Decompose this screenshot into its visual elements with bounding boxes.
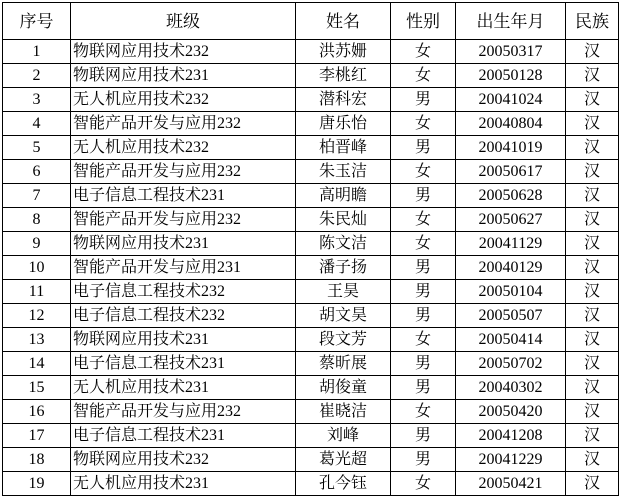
cell-ethnic: 汉 [566,184,619,208]
table-row [3,328,619,352]
header-birth: 出生年月 [456,3,566,40]
table-row [3,208,619,232]
table-body [3,40,619,496]
cell-seq: 12 [3,304,71,328]
header-seq: 序号 [3,3,71,40]
cell-seq: 2 [3,64,71,88]
cell-class: 智能产品开发与应用232 [71,400,296,424]
cell-class: 无人机应用技术232 [71,88,296,112]
table-row [3,280,619,304]
cell-class: 电子信息工程技术232 [71,304,296,328]
cell-class: 智能产品开发与应用231 [71,256,296,280]
cell-seq: 3 [3,88,71,112]
cell-seq: 9 [3,232,71,256]
table-row [3,112,619,136]
cell-seq: 16 [3,400,71,424]
cell-ethnic: 汉 [566,280,619,304]
cell-ethnic: 汉 [566,352,619,376]
cell-birth: 20041019 [456,136,566,160]
cell-birth: 20041024 [456,88,566,112]
cell-class: 电子信息工程技术231 [71,184,296,208]
cell-seq: 14 [3,352,71,376]
table-row [3,232,619,256]
cell-gender: 男 [391,424,456,448]
cell-name: 葛光超 [296,448,391,472]
cell-class: 物联网应用技术232 [71,448,296,472]
cell-birth: 20050702 [456,352,566,376]
cell-gender: 男 [391,184,456,208]
cell-birth: 20050628 [456,184,566,208]
table-row [3,376,619,400]
cell-name: 胡俊童 [296,376,391,400]
table-row [3,424,619,448]
cell-gender: 男 [391,376,456,400]
cell-birth: 20050414 [456,328,566,352]
table-row [3,160,619,184]
cell-seq: 18 [3,448,71,472]
cell-class: 物联网应用技术231 [71,328,296,352]
cell-name: 朱玉洁 [296,160,391,184]
cell-ethnic: 汉 [566,448,619,472]
cell-gender: 女 [391,328,456,352]
cell-birth: 20050317 [456,40,566,64]
cell-birth: 20040129 [456,256,566,280]
cell-ethnic: 汉 [566,208,619,232]
cell-birth: 20050421 [456,472,566,496]
cell-birth: 20041129 [456,232,566,256]
table-row [3,64,619,88]
cell-name: 高明瞻 [296,184,391,208]
cell-class: 无人机应用技术232 [71,136,296,160]
cell-class: 智能产品开发与应用232 [71,112,296,136]
cell-gender: 男 [391,448,456,472]
cell-ethnic: 汉 [566,64,619,88]
cell-gender: 女 [391,160,456,184]
cell-name: 蔡昕展 [296,352,391,376]
cell-gender: 女 [391,208,456,232]
cell-birth: 20050617 [456,160,566,184]
cell-name: 陈文洁 [296,232,391,256]
table-row [3,400,619,424]
cell-gender: 男 [391,352,456,376]
cell-ethnic: 汉 [566,88,619,112]
cell-seq: 6 [3,160,71,184]
table-row [3,40,619,64]
cell-seq: 5 [3,136,71,160]
cell-ethnic: 汉 [566,304,619,328]
cell-ethnic: 汉 [566,232,619,256]
cell-name: 潜科宏 [296,88,391,112]
cell-class: 无人机应用技术231 [71,472,296,496]
cell-ethnic: 汉 [566,424,619,448]
cell-seq: 13 [3,328,71,352]
table-row [3,88,619,112]
cell-ethnic: 汉 [566,472,619,496]
cell-gender: 女 [391,40,456,64]
cell-name: 朱民灿 [296,208,391,232]
cell-seq: 11 [3,280,71,304]
cell-class: 物联网应用技术231 [71,232,296,256]
cell-name: 胡文昊 [296,304,391,328]
cell-birth: 20040804 [456,112,566,136]
cell-birth: 20050420 [456,400,566,424]
cell-gender: 女 [391,64,456,88]
cell-name: 刘峰 [296,424,391,448]
cell-ethnic: 汉 [566,376,619,400]
cell-name: 柏晋峰 [296,136,391,160]
cell-birth: 20050507 [456,304,566,328]
cell-class: 物联网应用技术232 [71,40,296,64]
cell-gender: 女 [391,232,456,256]
cell-seq: 15 [3,376,71,400]
cell-gender: 女 [391,472,456,496]
cell-seq: 19 [3,472,71,496]
table-header-row [3,3,619,40]
cell-ethnic: 汉 [566,400,619,424]
cell-seq: 17 [3,424,71,448]
cell-gender: 男 [391,136,456,160]
cell-birth: 20050104 [456,280,566,304]
cell-seq: 1 [3,40,71,64]
table-row [3,184,619,208]
cell-seq: 8 [3,208,71,232]
header-ethnic: 民族 [566,3,619,40]
cell-name: 崔晓洁 [296,400,391,424]
table-row [3,448,619,472]
header-name: 姓名 [296,3,391,40]
cell-name: 李桃红 [296,64,391,88]
cell-gender: 男 [391,256,456,280]
cell-class: 无人机应用技术231 [71,376,296,400]
cell-class: 电子信息工程技术232 [71,280,296,304]
table-row [3,304,619,328]
cell-class: 电子信息工程技术231 [71,352,296,376]
cell-ethnic: 汉 [566,136,619,160]
cell-birth: 20041229 [456,448,566,472]
cell-seq: 7 [3,184,71,208]
cell-class: 智能产品开发与应用232 [71,160,296,184]
cell-gender: 女 [391,400,456,424]
cell-name: 孔今钰 [296,472,391,496]
cell-seq: 10 [3,256,71,280]
cell-birth: 20050627 [456,208,566,232]
cell-ethnic: 汉 [566,256,619,280]
cell-class: 电子信息工程技术231 [71,424,296,448]
cell-name: 王昊 [296,280,391,304]
cell-birth: 20041208 [456,424,566,448]
cell-ethnic: 汉 [566,112,619,136]
cell-birth: 20040302 [456,376,566,400]
table-row [3,256,619,280]
cell-birth: 20050128 [456,64,566,88]
cell-ethnic: 汉 [566,328,619,352]
header-class: 班级 [71,3,296,40]
table-row [3,136,619,160]
header-gender: 性别 [391,3,456,40]
cell-ethnic: 汉 [566,160,619,184]
cell-gender: 男 [391,88,456,112]
cell-gender: 男 [391,280,456,304]
cell-class: 物联网应用技术231 [71,64,296,88]
cell-name: 唐乐怡 [296,112,391,136]
cell-name: 洪苏姗 [296,40,391,64]
student-roster-table [2,2,619,496]
cell-ethnic: 汉 [566,40,619,64]
cell-gender: 男 [391,304,456,328]
cell-name: 段文芳 [296,328,391,352]
cell-name: 潘子扬 [296,256,391,280]
cell-class: 智能产品开发与应用232 [71,208,296,232]
cell-seq: 4 [3,112,71,136]
cell-gender: 女 [391,112,456,136]
table-row [3,352,619,376]
table-row [3,472,619,496]
